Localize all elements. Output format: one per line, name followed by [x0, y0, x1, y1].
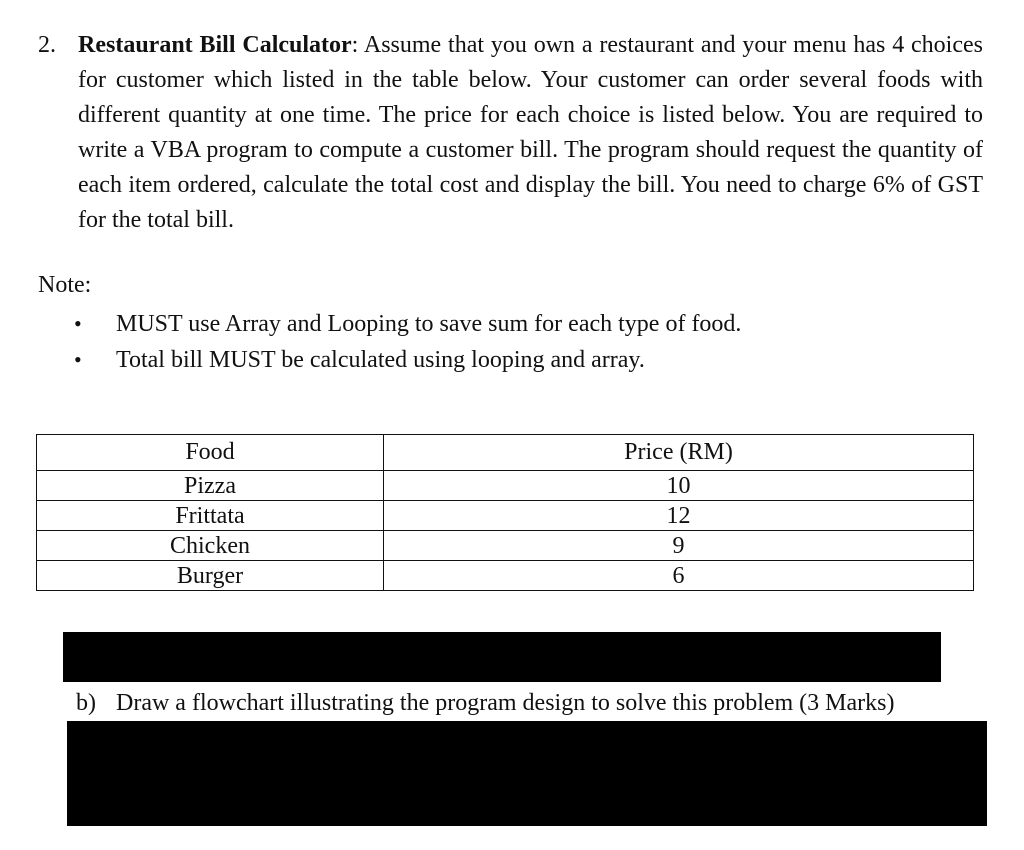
question-text [78, 28, 983, 238]
part-b-question [76, 687, 895, 719]
note-item [60, 342, 741, 378]
question-title: Restaurant Bill Calculator [78, 32, 352, 58]
price-cell: 12 [384, 501, 974, 531]
header-price: Price (RM) [384, 435, 974, 471]
food-cell: Pizza [37, 471, 384, 501]
part-b-label: b) [76, 690, 96, 716]
note-item-text: MUST use Array and Looping to save sum for each type of food. [116, 311, 742, 337]
price-cell: 10 [384, 471, 974, 501]
table-header-row [37, 435, 974, 471]
menu-price-table [36, 434, 974, 591]
price-cell: 6 [384, 561, 974, 591]
redaction-bar [63, 632, 941, 682]
table-row [37, 531, 974, 561]
note-item-text: Total bill MUST be calculated using looping and array. [116, 347, 645, 373]
table-row [37, 501, 974, 531]
note-label: Note: [38, 272, 92, 298]
bullet-icon: • [74, 311, 82, 336]
note-list [60, 306, 741, 378]
question-body: : Assume that you own a restaurant and your menu has 4 choices for customer which listed in the table below. Your customer can order several foods with different quantity at one time. The price for each choice is listed below. You are required to write a VBA program to compute a customer bill. The program should request the quantity of each item ordered, calculate the total cost and display the bill. You need to charge 6% of GST for the total bill. [78, 32, 983, 233]
price-cell: 9 [384, 531, 974, 561]
header-food: Food [37, 435, 384, 471]
bullet-icon: • [74, 347, 82, 372]
food-cell: Frittata [37, 501, 384, 531]
table-row [37, 471, 974, 501]
part-b-text: Draw a flowchart illustrating the program design to solve this problem (3 Marks) [116, 690, 895, 716]
question-number: 2. [38, 32, 56, 58]
redaction-bar [67, 721, 987, 826]
note-item [60, 306, 741, 342]
table-row [37, 561, 974, 591]
food-cell: Chicken [37, 531, 384, 561]
food-cell: Burger [37, 561, 384, 591]
